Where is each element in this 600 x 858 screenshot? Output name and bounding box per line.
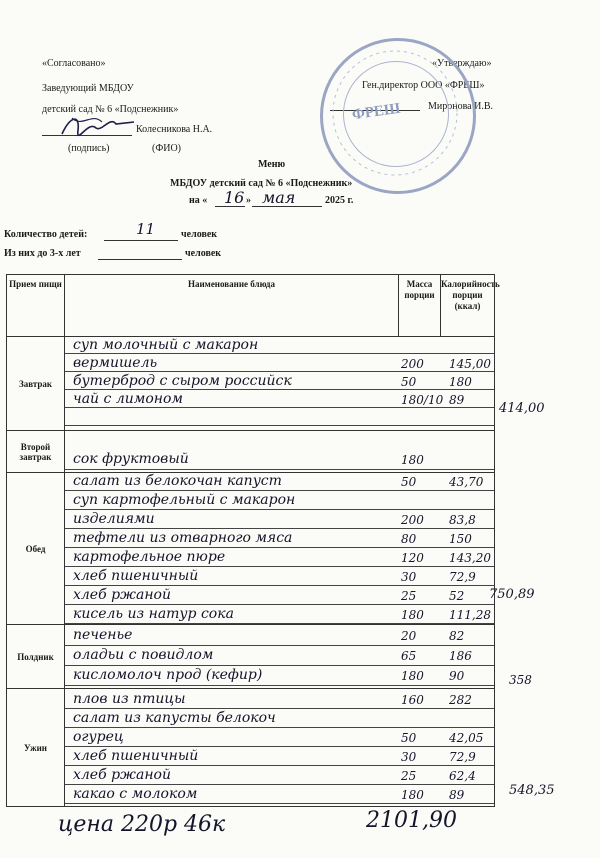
left-signature [58, 110, 138, 142]
dish-name: картофельное пюре [73, 549, 226, 565]
row-underline [65, 708, 494, 709]
dish-calories: 89 [449, 788, 465, 802]
dish-calories: 143,20 [449, 551, 491, 565]
dish-mass: 30 [401, 750, 417, 764]
row-underline [65, 566, 494, 567]
header-spacer [495, 275, 593, 337]
dish-mass: 65 [401, 649, 417, 663]
dish-name: печенье [73, 627, 133, 643]
header-meal: Прием пищи [7, 275, 65, 337]
dish-name: кисель из натур сока [73, 606, 234, 622]
left-approval-org: детский сад № 6 «Подснежник» [42, 104, 179, 115]
price-note: цена 220р 46к [58, 812, 226, 837]
dish-calories: 82 [449, 629, 465, 643]
row-underline [65, 803, 494, 804]
meal-second-breakfast: Второй завтрак [7, 431, 65, 473]
dinner-row [7, 689, 593, 807]
dish-mass: 120 [401, 551, 424, 565]
dish-mass: 50 [401, 475, 417, 489]
second-breakfast-items [65, 431, 495, 473]
left-approval-name: Колесникова Н.А. [136, 124, 213, 135]
row-underline [65, 623, 494, 624]
dish-mass: 25 [401, 769, 417, 783]
dish-name: сок фруктовый [73, 451, 189, 467]
dish-calories: 186 [449, 649, 472, 663]
menu-table [6, 274, 593, 807]
date-month: мая [262, 188, 296, 207]
dish-name: хлеб пшеничный [73, 568, 199, 584]
dish-calories: 52 [449, 589, 465, 603]
date-day: 16 [224, 188, 245, 207]
doc-title: Меню [258, 159, 286, 170]
snack-items [65, 625, 495, 689]
dish-calories: 43,70 [449, 475, 484, 489]
breakfast-items [65, 337, 495, 431]
children-count-label: Количество детей: [4, 229, 88, 240]
meal-dinner: Ужин [7, 689, 65, 807]
left-approval-title: «Согласовано» [42, 58, 106, 69]
row-underline [65, 425, 494, 426]
date-mid: » [246, 195, 251, 206]
dish-calories: 72,9 [449, 570, 476, 584]
snack-total-cell [495, 625, 593, 689]
lunch-row [7, 473, 593, 625]
breakfast-row [7, 337, 593, 431]
dish-mass: 80 [401, 532, 417, 546]
dinner-items [65, 689, 495, 807]
under3-unit: человек [185, 248, 222, 259]
dish-mass: 20 [401, 629, 417, 643]
dish-mass: 25 [401, 589, 417, 603]
row-underline [65, 645, 494, 646]
header-mass: Масса порции [399, 275, 441, 337]
dish-name: хлеб ржаной [73, 767, 171, 783]
left-fio-label: (ФИО) [152, 143, 182, 154]
dinner-total: 548,35 [509, 782, 555, 798]
children-count-line [104, 240, 178, 241]
dish-calories: 72,9 [449, 750, 476, 764]
dish-calories: 62,4 [449, 769, 476, 783]
row-underline [65, 469, 494, 470]
dish-name: какао с молоком [73, 786, 198, 802]
dish-name: хлеб пшеничный [73, 748, 199, 764]
lunch-total-cell [489, 473, 593, 625]
second-breakfast-row [7, 431, 593, 473]
right-approval-position: Ген.директор ООО «ФРЕШ» [362, 80, 485, 91]
dish-name: изделиями [73, 511, 155, 527]
dish-mass: 50 [401, 375, 417, 389]
header-calories: Калорийность порции (ккал) [441, 275, 495, 337]
dish-calories: 83,8 [449, 513, 476, 527]
doc-subtitle: МБДОУ детский сад № 6 «Подснежник» [170, 178, 353, 189]
left-sign-label: (подпись) [68, 143, 110, 154]
table-header-row [7, 275, 593, 337]
meal-snack: Полдник [7, 625, 65, 689]
date-prefix: на « [189, 195, 208, 206]
row-underline [65, 509, 494, 510]
dish-calories: 150 [449, 532, 472, 546]
stamp-center-text: ФРЕШ [351, 100, 402, 124]
row-underline [65, 585, 494, 586]
dish-name: тефтели из отварного мяса [73, 530, 293, 546]
row-underline [65, 765, 494, 766]
row-underline [65, 547, 494, 548]
dish-name: оладьи с повидлом [73, 647, 214, 663]
snack-row [7, 625, 593, 689]
dish-calories: 145,00 [449, 357, 491, 371]
dish-name: хлеб ржаной [73, 587, 171, 603]
dish-name: салат из капусты белокоч [73, 710, 276, 726]
dish-mass: 180 [401, 608, 424, 622]
dish-mass: 160 [401, 693, 424, 707]
dinner-total-cell [495, 689, 593, 807]
dish-name: плов из птицы [73, 691, 186, 707]
dish-calories: 90 [449, 669, 465, 683]
row-underline [65, 353, 494, 354]
row-underline [65, 685, 494, 686]
right-approval-title: «Утверждаю» [432, 58, 492, 69]
row-underline [65, 784, 494, 785]
dish-name: бутерброд с сыром российск [73, 373, 292, 389]
dish-mass: 180/10 [401, 393, 444, 407]
row-underline [65, 746, 494, 747]
dish-mass: 50 [401, 731, 417, 745]
header-dish: Наименование блюда [65, 275, 399, 337]
breakfast-total: 414,00 [499, 400, 545, 416]
dish-mass: 200 [401, 357, 424, 371]
children-count-unit: человек [181, 229, 218, 240]
dish-name: кисломолоч прод (кефир) [73, 667, 263, 683]
under3-label: Из них до 3-х лет [4, 248, 81, 259]
dish-name: вермишель [73, 355, 158, 371]
row-underline [65, 371, 494, 372]
dish-calories: 89 [449, 393, 465, 407]
month-line [252, 206, 322, 207]
row-underline [65, 604, 494, 605]
children-count-value: 11 [136, 220, 156, 238]
grand-total: 2101,90 [366, 808, 457, 833]
dish-name: суп молочный с макарон [73, 337, 259, 353]
row-underline [65, 490, 494, 491]
row-underline [65, 389, 494, 390]
date-year: 2025 г. [325, 195, 354, 206]
row-underline [65, 528, 494, 529]
meal-breakfast: Завтрак [7, 337, 65, 431]
under3-line [98, 259, 182, 260]
dish-mass: 30 [401, 570, 417, 584]
day-line [215, 206, 245, 207]
row-underline [65, 407, 494, 408]
left-approval-position: Заведующий МБДОУ [42, 83, 134, 94]
dish-mass: 180 [401, 669, 424, 683]
dish-calories: 42,05 [449, 731, 484, 745]
dish-name: суп картофельный с макарон [73, 492, 296, 508]
lunch-items [65, 473, 495, 625]
dish-mass: 180 [401, 788, 424, 802]
right-approval-name: Миронова И.В. [428, 101, 494, 112]
lunch-total: 750,89 [489, 586, 535, 602]
dish-mass: 200 [401, 513, 424, 527]
row-underline [65, 665, 494, 666]
dish-calories: 180 [449, 375, 472, 389]
dish-name: салат из белокочан капуст [73, 473, 282, 489]
dish-name: чай с лимоном [73, 391, 184, 407]
dish-name: огурец [73, 729, 124, 745]
breakfast-total-cell [495, 337, 593, 431]
meal-lunch: Обед [7, 473, 65, 625]
dish-calories: 282 [449, 693, 472, 707]
snack-total: 358 [509, 672, 532, 687]
row-underline [65, 727, 494, 728]
dish-mass: 180 [401, 453, 424, 467]
dish-calories: 111,28 [449, 608, 491, 622]
